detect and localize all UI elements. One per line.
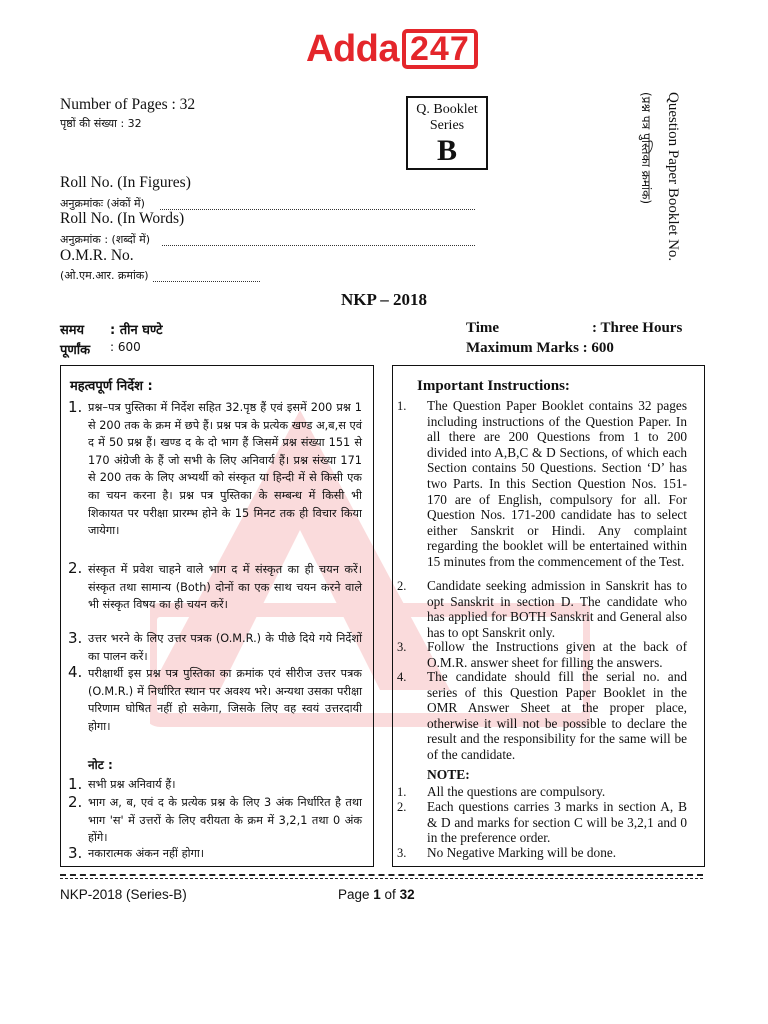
hindi-note-heading: नोट : xyxy=(88,758,113,772)
time-label: Time xyxy=(466,320,500,336)
footer-divider xyxy=(60,874,703,876)
exam-title: NKP – 2018 xyxy=(341,290,427,309)
english-note-number: 2. xyxy=(397,800,407,814)
page-middle: of xyxy=(380,887,400,902)
omr-label: O.M.R. No. xyxy=(60,247,134,264)
time-value-hindi: : तीन घण्टे xyxy=(110,323,163,338)
hindi-item-text: संस्कृत में प्रवेश चाहने वाले भाग द में संस्कृत का ही चयन करें। संस्कृत तथा सामान्य (Both) दोनों का एक साथ चयन करने वाले भी संस्कृत विषय का ही चयन करें। xyxy=(88,563,362,612)
booklet-series-box xyxy=(406,96,488,170)
pages-label: Number of Pages : 32 xyxy=(60,96,196,113)
roll-figures-field[interactable] xyxy=(160,208,475,210)
hindi-note-number: 2. xyxy=(68,793,83,811)
roll-figures-hindi: अनुक्रमांकः (अंकों में) xyxy=(60,197,145,210)
page-current: 1 xyxy=(373,887,381,902)
english-note-number: 3. xyxy=(397,846,407,860)
vertical-hindi: (प्रश्न पत्र पुस्तिका क्रमांक) xyxy=(639,92,653,205)
footer-series: NKP-2018 (Series-B) xyxy=(60,887,187,902)
hindi-instructions-heading: महत्वपूर्ण निर्देश : xyxy=(70,379,153,394)
english-item-text: Candidate seeking admission in Sanskrit has to opt Sanskrit in section D. The candidate who has applied for BOTH Sanskrit and General also has to opt Sanskrit only. xyxy=(427,578,687,640)
omr-hindi: (ओ.एम.आर. क्रमांक) xyxy=(60,269,149,282)
marks-value-hindi: : 600 xyxy=(110,340,141,354)
pages-label-hindi: पृष्ठों की संख्या : 32 xyxy=(60,117,142,130)
hindi-item-text: उत्तर भरने के लिए उत्तर पत्रक (O.M.R.) के पीछे दिये गये निर्देशों का पालन करें। xyxy=(88,632,362,663)
page-total: 32 xyxy=(399,887,415,902)
english-item-text: The candidate should fill the serial no. and series of this Question Paper Booklet in the OMR Answer Sheet at the proper place, otherwise it will not be possible to declare the result and the responsibility for the same will be of the candidate. xyxy=(427,669,687,762)
time-value: : Three Hours xyxy=(592,320,683,336)
logo-number: 247 xyxy=(410,30,470,68)
page-prefix: Page xyxy=(338,887,374,902)
hindi-note-number: 1. xyxy=(68,775,83,793)
adda247-logo xyxy=(306,27,478,71)
hindi-item-text: परीक्षार्थी इस प्रश्न पत्र पुस्तिका का क्रमांक एवं सीरीज उत्तर पत्रक (O.M.R.) में निर्धारित स्थान पर अवश्य भरे। अन्यथा उसका परीक्षा परिणाम घोषित नहीं हो सकेगा, जिसके लिए वह स्वयं उत्तरदायी होगा। xyxy=(88,667,362,733)
roll-words-field[interactable] xyxy=(162,244,475,246)
booklet-line1: Q. Booklet xyxy=(416,102,478,117)
booklet-line2: Series xyxy=(429,118,465,133)
hindi-item-number: 2. xyxy=(68,559,83,577)
english-item-text: The Question Paper Booklet contains 32 pages including instructions of the Question Paper. In all there are 200 Questions from 1 to 200 divided into A,B,C & D Sections, of which each Section contains 50 Questions. Section ‘D’ has two Parts. In this Section Question Nos. 151-170 are of English, compulsory for all. For Question Nos. 171-200 candidate has to select either Sanskrit or Hindi. Any complaint regarding the booklet will be entertained within 15 minutes from the commencement of the Test. xyxy=(427,398,687,569)
english-note-number: 1. xyxy=(397,785,407,799)
english-note-heading: NOTE: xyxy=(427,767,470,782)
english-item-number: 3. xyxy=(397,640,407,654)
footer-divider xyxy=(60,878,703,879)
omr-field[interactable] xyxy=(153,280,260,282)
hindi-item-number: 3. xyxy=(68,629,83,647)
hindi-item-number: 4. xyxy=(68,663,83,681)
logo-text: Adda xyxy=(306,28,399,70)
logo-number-box xyxy=(402,29,478,69)
marks-label-hindi: पूर्णांक xyxy=(60,343,91,358)
booklet-series: B xyxy=(436,134,457,167)
booklet-number-vertical xyxy=(628,92,681,272)
english-item-number: 4. xyxy=(397,670,407,684)
english-note-text: All the questions are compulsory. xyxy=(427,784,606,799)
english-instructions-heading: Important Instructions: xyxy=(417,378,570,394)
hindi-note-text: सभी प्रश्न अनिवार्य हैं। xyxy=(88,778,176,791)
roll-words-hindi: अनुक्रमांक : (शब्दों में) xyxy=(60,233,151,246)
hindi-note-number: 3. xyxy=(68,844,83,862)
roll-figures-label: Roll No. (In Figures) xyxy=(60,174,191,191)
marks-label: Maximum Marks : 600 xyxy=(466,340,614,356)
page-number xyxy=(338,887,415,902)
time-label-hindi: समय xyxy=(60,323,85,338)
vertical-english: Question Paper Booklet No. xyxy=(665,92,681,262)
english-note-text: Each questions carries 3 marks in section A, B & D and marks for section C will be 3,2,1 and 0 in the preference order. xyxy=(427,799,687,846)
english-item-text: Follow the Instructions given at the back of O.M.R. answer sheet for filling the answers. xyxy=(427,639,687,670)
english-note-text: No Negative Marking will be done. xyxy=(427,845,617,860)
hindi-item-number: 1. xyxy=(68,398,83,416)
roll-words-label: Roll No. (In Words) xyxy=(60,210,185,227)
hindi-item-text: प्रश्न–पत्र पुस्तिका में निर्देश सहित 32.पृष्ठ हैं एवं इसमें 200 प्रश्न 1 से 200 तक के क्रम में छपे हैं। प्रश्न पत्र के प्रत्येक खण्ड अ,ब,स एवं द में 50 प्रश्न हैं। खण्ड द के दो भाग हैं जिसमें प्रश्न संख्या 151 से 170 अंग्रेजी के हैं जो सभी के लिए अनिवार्य हैं। प्रश्न संख्या 171 से 200 तक के लिए अभ्यर्थी को संस्कृत या हिन्दी में से किसी एक का चयन करना है। प्रश्न पत्र पुस्तिका के सम्बन्ध में किसी भी शिकायत पर परीक्षा प्रारम्भ होने के 15 मिनट तक ही विचार किया जायेगा। xyxy=(88,401,362,538)
hindi-note-text: भाग अ, ब, एवं द के प्रत्येक प्रश्न के लिए 3 अंक निर्धारित है तथा भाग 'स' में उत्तरों के लिए वरीयता के क्रम में 3,2,1 तथा 0 अंक होंगे। xyxy=(88,796,362,845)
english-item-number: 1. xyxy=(397,399,407,413)
hindi-note-text: नकारात्मक अंकन नहीं होगा। xyxy=(88,847,205,860)
english-item-number: 2. xyxy=(397,579,407,593)
